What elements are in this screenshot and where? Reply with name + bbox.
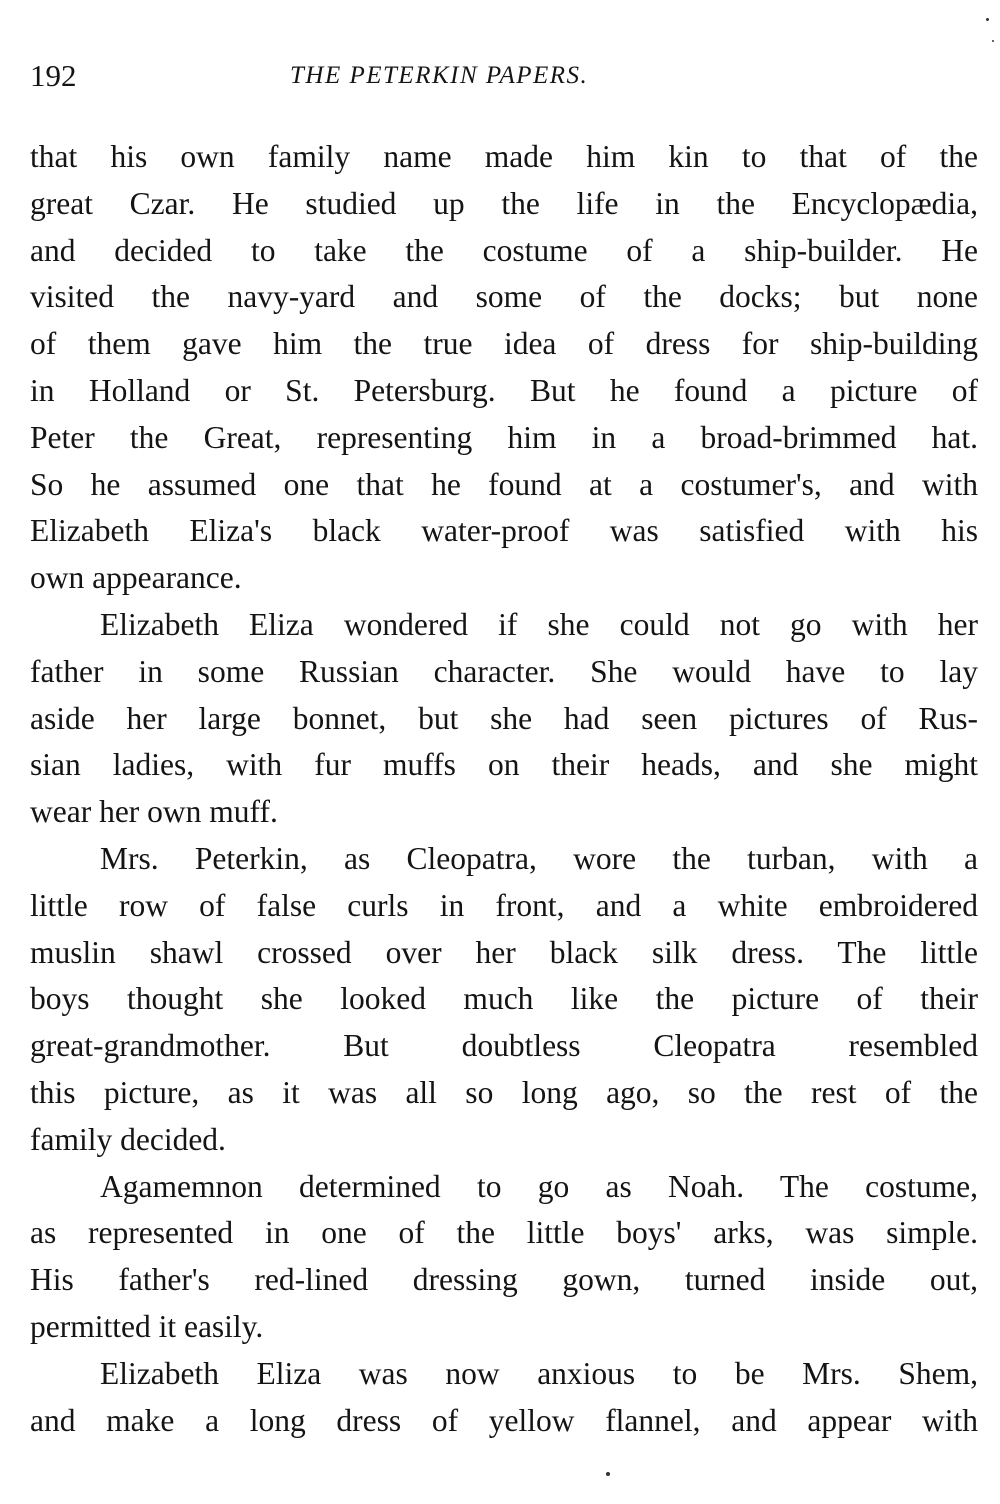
text-line: Elizabeth Eliza's black water-proof was satisfied with his <box>30 513 978 549</box>
text-line: Elizabeth Eliza wondered if she could not go with her <box>100 606 978 642</box>
text-line: and decided to take the costume of a ship-builder. He <box>30 232 978 268</box>
scan-speck <box>986 18 989 21</box>
body-text <box>30 134 978 1444</box>
text-line: sian ladies, with fur muffs on their heads, and she might <box>30 747 978 783</box>
text-line: Mrs. Peterkin, as Cleopatra, wore the turban, with a <box>100 840 978 876</box>
text-line: wear her own muff. <box>30 794 278 830</box>
text-line: His father's red-lined dressing gown, turned inside out, <box>30 1262 978 1298</box>
text-line: permitted it easily. <box>30 1308 264 1344</box>
scan-speck <box>992 40 994 42</box>
paragraph <box>30 836 978 1164</box>
text-line: Peter the Great, representing him in a broad-brimmed hat. <box>30 419 978 455</box>
text-line: great Czar. He studied up the life in the Encyclopædia, <box>30 185 978 221</box>
text-line: father in some Russian character. She would have to lay <box>30 653 978 689</box>
text-line: of them gave him the true idea of dress for ship-building <box>30 326 978 362</box>
text-line: that his own family name made him kin to that of the <box>30 139 978 174</box>
text-line: in Holland or St. Petersburg. But he found a picture of <box>30 372 978 408</box>
text-line: own appearance. <box>30 560 242 596</box>
scan-speck <box>606 1472 610 1476</box>
text-line: Elizabeth Eliza was now anxious to be Mrs. Shem, <box>100 1355 978 1391</box>
text-line: and make a long dress of yellow flannel, and appear with <box>30 1402 978 1438</box>
paragraph <box>30 1164 978 1351</box>
text-line: Agamemnon determined to go as Noah. The costume, <box>100 1168 978 1204</box>
page-number: 192 <box>30 58 77 93</box>
running-head: THE PETERKIN PAPERS. <box>290 62 589 89</box>
text-line: family decided. <box>30 1121 226 1157</box>
paragraph <box>30 1351 978 1445</box>
text-line: as represented in one of the little boys' arks, was simple. <box>30 1215 978 1251</box>
text-line: So he assumed one that he found at a costumer's, and with <box>30 466 978 502</box>
text-line: this picture, as it was all so long ago, so the rest of the <box>30 1074 978 1110</box>
text-line: visited the navy-yard and some of the docks; but none <box>30 279 978 315</box>
text-line: boys thought she looked much like the picture of their <box>30 981 978 1017</box>
text-line: little row of false curls in front, and a white embroidered <box>30 887 978 923</box>
paragraph <box>30 602 978 836</box>
text-line: aside her large bonnet, but she had seen pictures of Rus- <box>30 700 978 736</box>
text-line: great-grandmother. But doubtless Cleopatra resembled <box>30 1028 978 1064</box>
text-line: muslin shawl crossed over her black silk dress. The little <box>30 934 978 970</box>
paragraph <box>30 134 978 602</box>
